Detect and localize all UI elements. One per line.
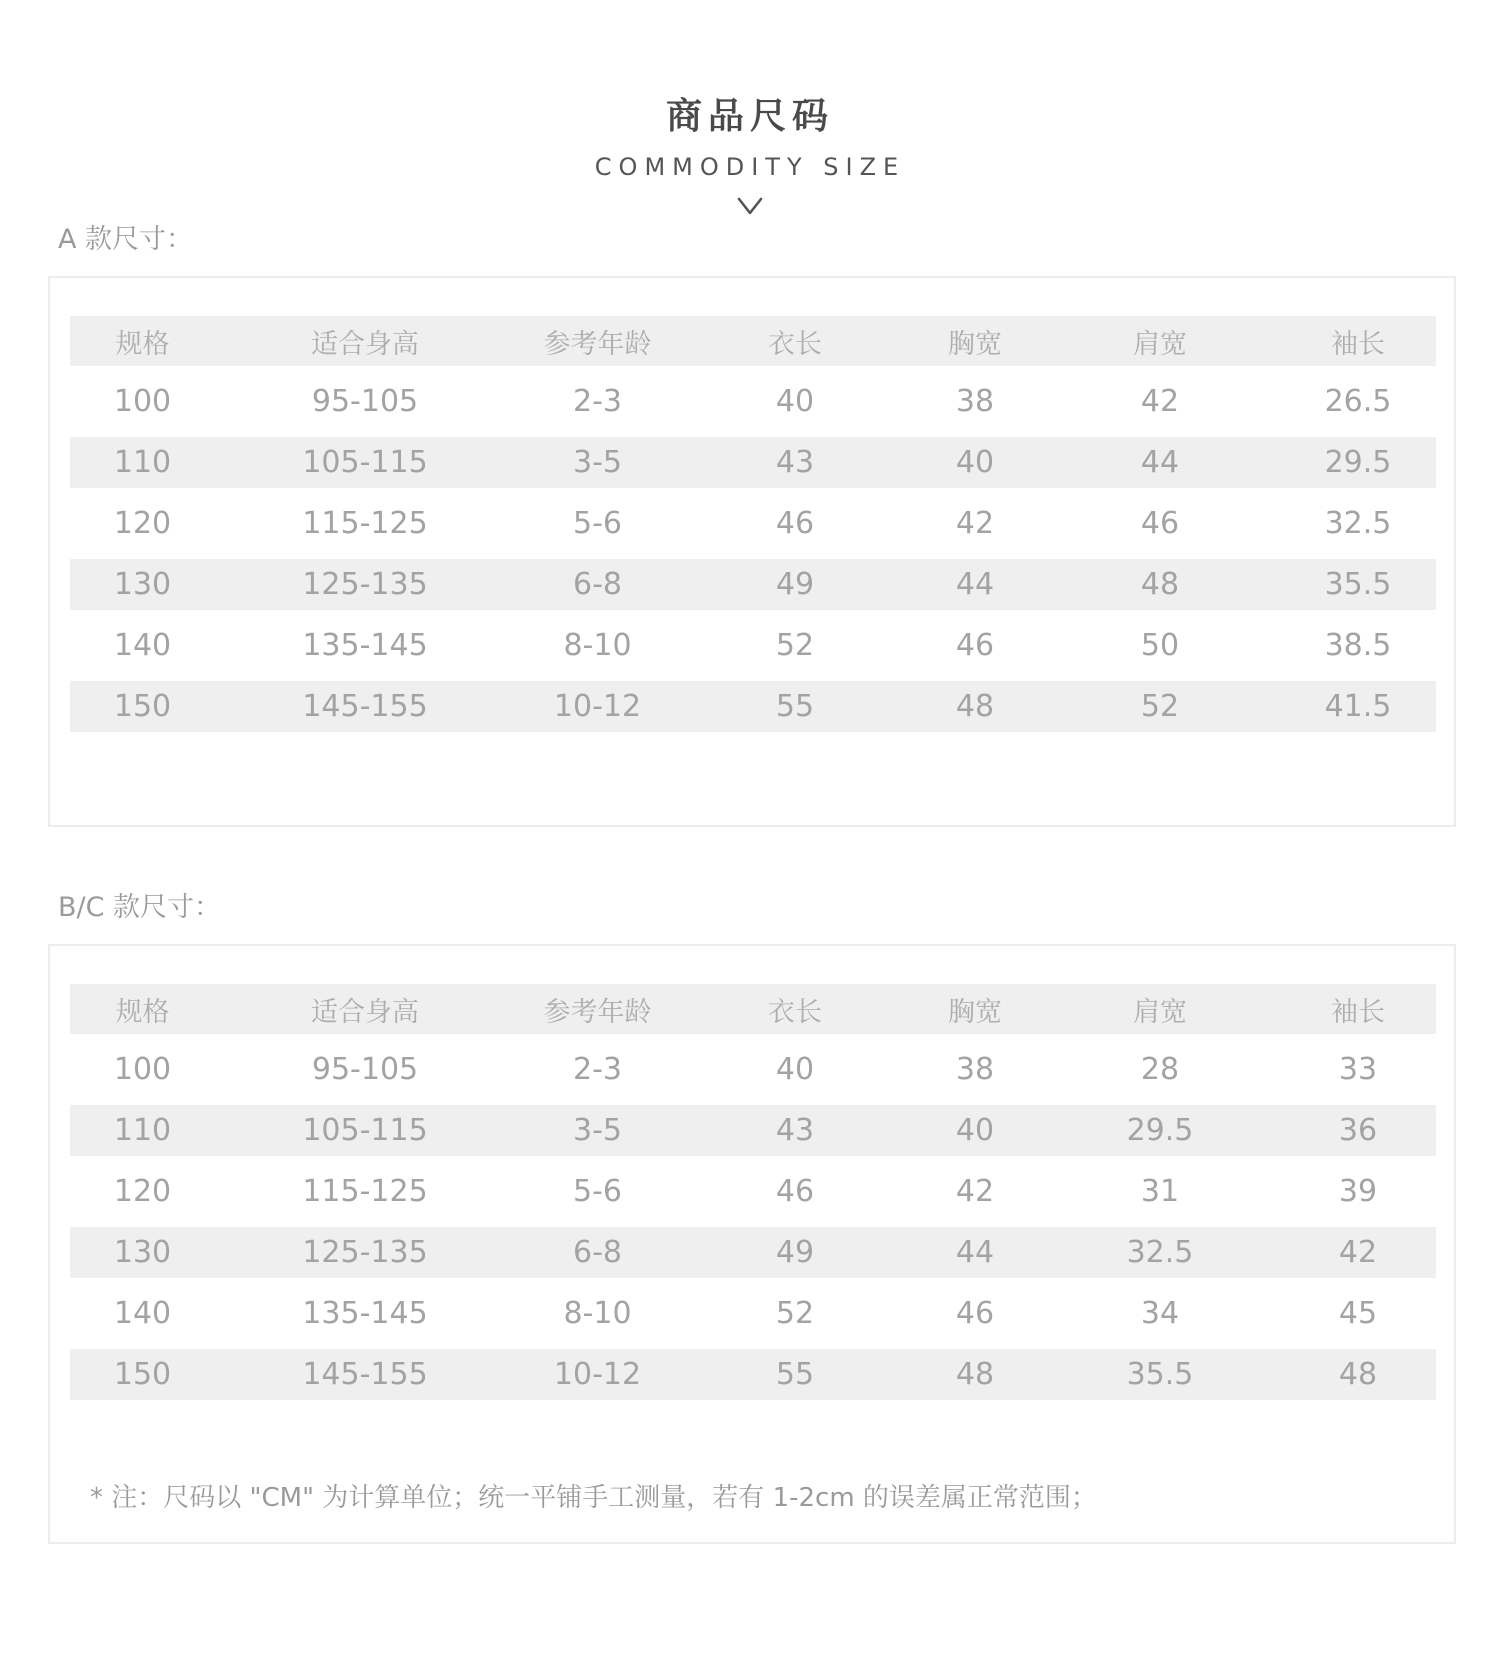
table-cell: 52 [680,1283,910,1344]
table-cell: 145-155 [215,1344,515,1405]
table-cell: 6-8 [515,554,680,615]
table-cell: 100 [70,371,215,432]
table-cell: 46 [680,1161,910,1222]
table-cell: 46 [910,1283,1040,1344]
table-row [70,1100,1436,1161]
measurement-note: * 注：尺码以 "CM" 为计算单位；统一平铺手工测量，若有 1-2cm 的误差属正常范围； [90,1483,1097,1513]
table-cell: 43 [680,1100,910,1161]
table-cell: 40 [910,432,1040,493]
table-cell: 5-6 [515,1161,680,1222]
table-row [70,554,1436,615]
table-body-a [70,371,1436,737]
table-cell: 55 [680,1344,910,1405]
table-cell: 38 [910,1039,1040,1100]
table-header-row [70,316,1436,371]
table-cell: 150 [70,1344,215,1405]
table-cell: 44 [910,554,1040,615]
table-cell: 36 [1280,1100,1436,1161]
table-cell: 110 [70,432,215,493]
table-cell: 44 [1040,432,1280,493]
page-title: 商品尺码 [665,96,834,137]
column-header: 袖长 [1280,984,1436,1039]
table-cell: 44 [910,1222,1040,1283]
table-cell: 50 [1040,615,1280,676]
column-header: 肩宽 [1040,316,1280,371]
table-cell: 10-12 [515,676,680,737]
table-cell: 31 [1040,1161,1280,1222]
table-cell: 40 [680,371,910,432]
table-cell: 5-6 [515,493,680,554]
table-cell: 125-135 [215,1222,515,1283]
table-cell: 48 [1280,1344,1436,1405]
table-cell: 45 [1280,1283,1436,1344]
section-label-bc: B/C 款尺寸： [58,892,222,923]
table-cell: 49 [680,1222,910,1283]
table-cell: 29.5 [1280,432,1436,493]
table-cell: 41.5 [1280,676,1436,737]
table-body-bc [70,1039,1436,1405]
column-header: 胸宽 [910,984,1040,1039]
size-table-bc [70,984,1436,1410]
column-header: 适合身高 [215,316,515,371]
table-cell: 110 [70,1100,215,1161]
table-row [70,1283,1436,1344]
column-header: 参考年龄 [515,984,680,1039]
table-cell: 105-115 [215,1100,515,1161]
table-cell: 120 [70,493,215,554]
table-header-row [70,984,1436,1039]
table-row [70,1222,1436,1283]
table-cell: 40 [680,1039,910,1100]
table-cell: 135-145 [215,615,515,676]
table-cell: 39 [1280,1161,1436,1222]
table-cell: 140 [70,1283,215,1344]
table-row [70,1039,1436,1100]
table-cell: 42 [910,1161,1040,1222]
table-cell: 145-155 [215,676,515,737]
table-cell: 46 [910,615,1040,676]
chevron-down-icon [737,196,763,216]
table-cell: 8-10 [515,615,680,676]
table-cell: 33 [1280,1039,1436,1100]
table-row [70,615,1436,676]
column-header: 胸宽 [910,316,1040,371]
table-cell: 52 [680,615,910,676]
table-cell: 95-105 [215,371,515,432]
table-cell: 35.5 [1280,554,1436,615]
table-cell: 10-12 [515,1344,680,1405]
table-cell: 43 [680,432,910,493]
table-cell: 115-125 [215,1161,515,1222]
table-cell: 38.5 [1280,615,1436,676]
table-cell: 140 [70,615,215,676]
table-cell: 150 [70,676,215,737]
table-cell: 26.5 [1280,371,1436,432]
table-cell: 2-3 [515,1039,680,1100]
table-row [70,493,1436,554]
page-subtitle: COMMODITY SIZE [594,153,906,181]
table-row [70,1344,1436,1405]
table-row [70,432,1436,493]
size-panel-bc [48,944,1456,1544]
table-cell: 42 [1040,371,1280,432]
table-cell: 100 [70,1039,215,1100]
column-header: 适合身高 [215,984,515,1039]
table-cell: 52 [1040,676,1280,737]
size-table-a [70,316,1436,742]
table-cell: 6-8 [515,1222,680,1283]
table-cell: 42 [1280,1222,1436,1283]
table-cell: 3-5 [515,432,680,493]
table-cell: 40 [910,1100,1040,1161]
table-cell: 95-105 [215,1039,515,1100]
table-cell: 115-125 [215,493,515,554]
table-cell: 48 [910,676,1040,737]
table-cell: 2-3 [515,371,680,432]
table-cell: 29.5 [1040,1100,1280,1161]
table-cell: 32.5 [1040,1222,1280,1283]
table-row [70,676,1436,737]
table-cell: 105-115 [215,432,515,493]
table-cell: 46 [680,493,910,554]
column-header: 规格 [70,984,215,1039]
column-header: 衣长 [680,316,910,371]
table-cell: 130 [70,1222,215,1283]
table-cell: 35.5 [1040,1344,1280,1405]
page-header [0,92,1500,216]
table-cell: 8-10 [515,1283,680,1344]
table-row [70,1161,1436,1222]
table-cell: 28 [1040,1039,1280,1100]
column-header: 袖长 [1280,316,1436,371]
column-header: 参考年龄 [515,316,680,371]
table-cell: 32.5 [1280,493,1436,554]
column-header: 衣长 [680,984,910,1039]
section-label-a: A 款尺寸： [58,224,194,255]
table-cell: 55 [680,676,910,737]
column-header: 规格 [70,316,215,371]
size-panel-a [48,276,1456,827]
table-cell: 48 [1040,554,1280,615]
table-cell: 125-135 [215,554,515,615]
table-cell: 38 [910,371,1040,432]
table-cell: 135-145 [215,1283,515,1344]
column-header: 肩宽 [1040,984,1280,1039]
table-cell: 49 [680,554,910,615]
table-cell: 48 [910,1344,1040,1405]
table-cell: 42 [910,493,1040,554]
table-row [70,371,1436,432]
table-cell: 120 [70,1161,215,1222]
table-cell: 46 [1040,493,1280,554]
table-cell: 130 [70,554,215,615]
table-cell: 3-5 [515,1100,680,1161]
table-cell: 34 [1040,1283,1280,1344]
